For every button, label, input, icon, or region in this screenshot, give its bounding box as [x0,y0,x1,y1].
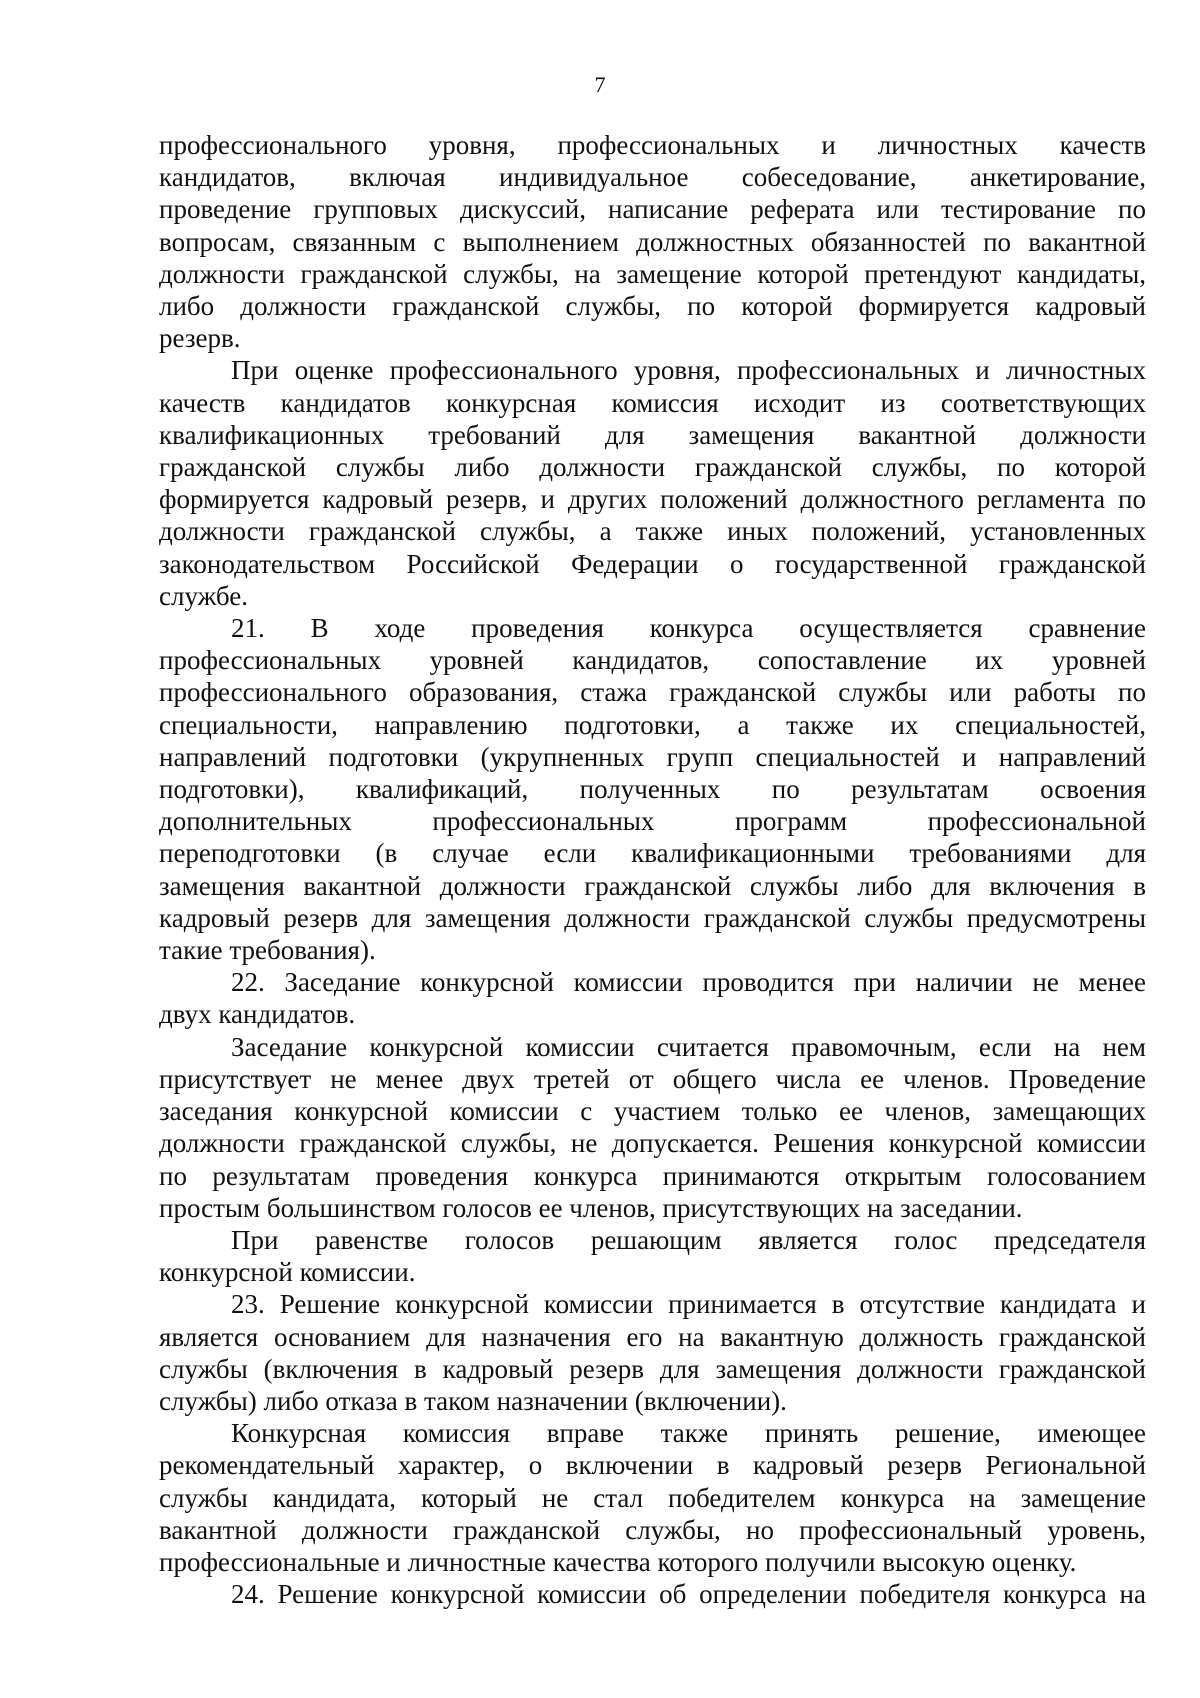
text-line: При оценке профессионального уровня, профессиональных и личностных [231,355,1146,386]
text-line: присутствует не менее двух третей от общего числа ее членов. Проведение [159,1063,1146,1094]
text-line: профессиональные и личностные качества которого получили высокую оценку. [159,1546,1077,1577]
text-line: При равенстве голосов решающим является голос председателя [231,1224,1146,1255]
text-line: Конкурсная комиссия вправе также принять решение, имеющее [231,1418,1146,1449]
text-line: Заседание конкурсной комиссии считается правомочным, если на нем [231,1031,1146,1062]
text-line: такие требования). [159,935,376,966]
text-line: простым большинством голосов ее членов, присутствующих на заседании. [159,1192,1023,1223]
text-line: кадровый резерв для замещения должности гражданской службы предусмотрены [159,902,1146,933]
text-line: либо должности гражданской службы, по которой формируется кадровый [159,291,1146,322]
text-line: направлений подготовки (укрупненных групп специальностей и направлений [159,741,1146,772]
text-line: является основанием для назначения его на вакантную должность гражданской [159,1321,1146,1352]
text-line: профессиональных уровней кандидатов, сопоставление их уровней [159,645,1146,676]
text-line: службы кандидата, который не стал победителем конкурса на замещение [159,1482,1146,1513]
text-line: кандидатов, включая индивидуальное собеседование, анкетирование, [159,162,1146,193]
text-line: проведение групповых дискуссий, написание реферата или тестирование по [159,194,1146,225]
text-line: специальности, направлению подготовки, а также их специальностей, [159,709,1146,740]
text-line: службе. [159,580,249,611]
page-number: 7 [594,72,606,97]
text-line: должности гражданской службы, не допускается. Решения конкурсной комиссии [159,1128,1146,1159]
text-line: формируется кадровый резерв, и других положений должностного регламента по [159,484,1146,515]
text-line: качеств кандидатов конкурсная комиссия исходит из соответствующих [159,387,1146,418]
text-line: подготовки), квалификаций, полученных по результатам освоения [159,774,1146,805]
text-line: 23. Решение конкурсной комиссии принимается в отсутствие кандидата и [231,1289,1146,1320]
text-line: переподготовки (в случае если квалификационными требованиями для [159,838,1146,869]
text-line: гражданской службы либо должности гражданской службы, по которой [159,452,1146,483]
text-line: квалификационных требований для замещения вакантной должности [159,419,1146,450]
text-line: резерв. [159,323,241,354]
text-line: службы (включения в кадровый резерв для замещения должности гражданской [159,1353,1146,1384]
text-line: 24. Решение конкурсной комиссии об определении победителя конкурса на [231,1579,1146,1610]
text-line: профессионального уровня, профессиональных и личностных качеств [159,130,1146,160]
text-line: профессионального образования, стажа гражданской службы или работы по [159,677,1146,708]
text-line: должности гражданской службы, а также иных положений, установленных [159,516,1146,547]
text-line: 21. В ходе проведения конкурса осуществляется сравнение [231,613,1146,644]
text-line: замещения вакантной должности гражданской службы либо для включения в [159,870,1146,901]
text-line: дополнительных профессиональных программ профессиональной [159,806,1146,837]
text-line: вопросам, связанным с выполнением должностных обязанностей по вакантной [159,226,1146,257]
text-line: должности гражданской службы, на замещение которой претендуют кандидаты, [159,258,1146,289]
document-body [159,129,1146,1610]
text-line: вакантной должности гражданской службы, но профессиональный уровень, [159,1514,1146,1545]
text-line: двух кандидатов. [159,999,356,1030]
text-line: 22. Заседание конкурсной комиссии проводится при наличии не менее [231,967,1146,998]
text-line: по результатам проведения конкурса принимаются открытым голосованием [159,1160,1146,1191]
text-line: законодательством Российской Федерации о государственной гражданской [159,548,1146,579]
text-line: службы) либо отказа в таком назначении (включении). [159,1385,787,1416]
text-line: конкурсной комиссии. [159,1257,416,1288]
text-line: рекомендательный характер, о включении в кадровый резерв Региональной [159,1450,1146,1481]
text-line: заседания конкурсной комиссии с участием только ее членов, замещающих [159,1096,1146,1127]
